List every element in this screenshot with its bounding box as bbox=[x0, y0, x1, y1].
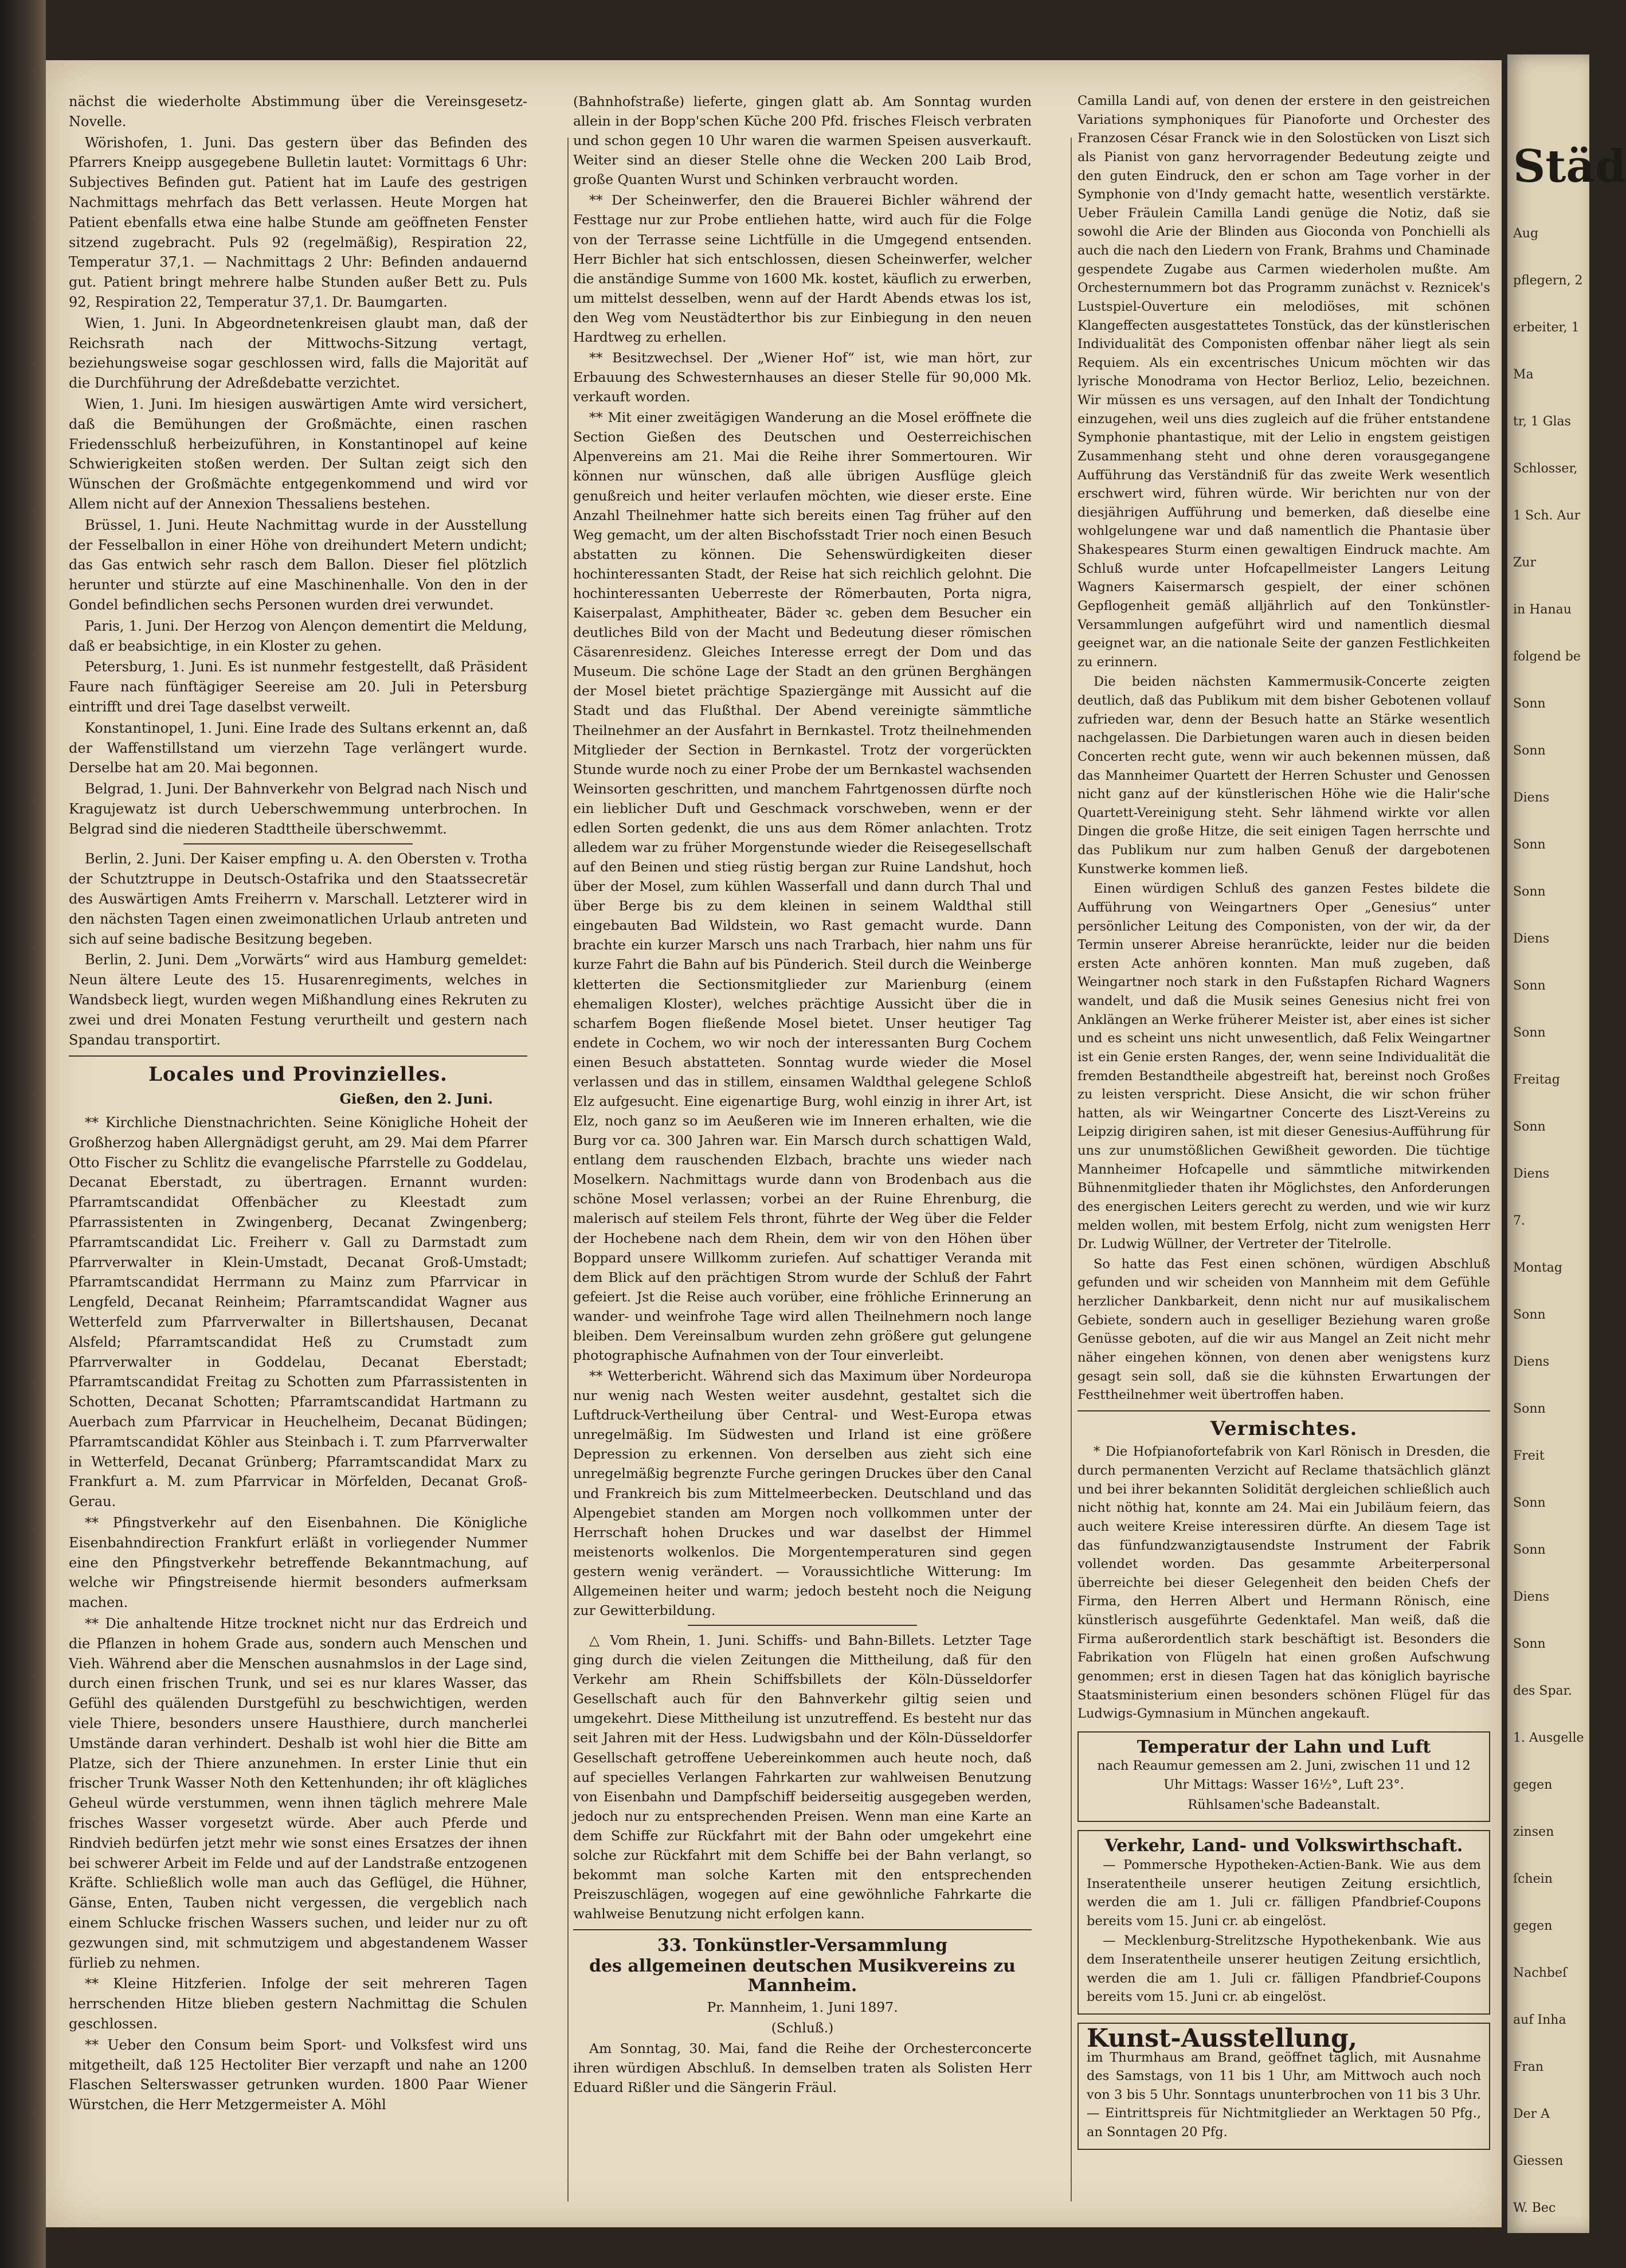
temperature-title: Temperatur der Lahn und Luft bbox=[1137, 1737, 1431, 1757]
article-paragraph: Belgrad, 1. Juni. Der Bahnverkehr von Belgrad nach Nisch und Kragujewatz ist durch Ueberschwemmung unterbrochen. In Belgrad sind die niederen Stadttheile überschwemmt. bbox=[69, 781, 527, 837]
adjacent-page-fragment: gegen bbox=[1513, 1919, 1553, 1933]
adjacent-page-fragment: Fran bbox=[1513, 2060, 1544, 2074]
adjacent-page-fragment: Giessen bbox=[1513, 2154, 1564, 2168]
adjacent-page-fragment: erbeiter, 1 bbox=[1513, 320, 1580, 335]
book-binding bbox=[0, 0, 46, 2268]
adjacent-page-fragment: gegen bbox=[1513, 1778, 1553, 1792]
column-3 bbox=[1078, 92, 1490, 2158]
adjacent-page-fragment: Sonn bbox=[1513, 1543, 1546, 1557]
article-paragraph: Konstantinopel, 1. Juni. Eine Irade des Sultans erkennt an, daß der Waffenstillstand um vierzehn Tage verlängert wurde. Derselbe hat am 20. Mai begonnen. bbox=[69, 719, 527, 776]
adjacent-page-fragment: 7. bbox=[1513, 1214, 1525, 1228]
article-paragraph: — Mecklenburg-Strelitzsche Hypothekenbank. Wie aus dem Inseratentheile unserer heutigen Zeitung ersichtlich, werden die am 1. Juli cr. fälligen Pfandbrief-Coupons bereits vom 15. Juni cr. ab eingelöst. bbox=[1087, 1933, 1481, 2005]
continuation-note: (Schluß.) bbox=[771, 2019, 834, 2036]
adjacent-page-fragment: folgend be bbox=[1513, 650, 1581, 664]
article-paragraph: Berlin, 2. Juni. Dem „Vorwärts“ wird aus Hamburg gemeldet: Neun ältere Leute des 15. Husarenregiments, welches in Wandsbeck liegt, wurden wegen Mißhandlung eines Rekruten zu zwei und drei Monaten Festung verurtheilt und gestern nach Spandau transportirt. bbox=[69, 952, 527, 1048]
adjacent-page-fragment: Sonn bbox=[1513, 1402, 1546, 1416]
adjacent-page-fragment: Montag bbox=[1513, 1261, 1562, 1275]
adjacent-page-fragment: Sonn bbox=[1513, 838, 1546, 852]
adjacent-page-fragment: Freit bbox=[1513, 1449, 1545, 1463]
article-paragraph: ** Kirchliche Dienstnachrichten. Seine Königliche Hoheit der Großherzog haben Allergnädigst geruht, am 29. Mai dem Pfarrer Otto Fischer zu Schlitz die evangelische Pfarrstelle zu Goddelau, Decanat Eberstadt, zu übertragen. Ernannt wurden: Pfarramtscandidat Offenbächer zu Kleestadt zum Pfarrassistenten in Zwingenberg, Decanat Zwingenberg; Pfarramtscandidat Lic. Freiherr v. Gall zu Darmstadt zum Pfarrverwalter in Klein-Umstadt, Decanat Groß-Umstadt; Pfarramtscandidat Herrmann zu Mainz zum Pfarrvicar in Lengfeld, Decanat Reinheim; Pfarramtscandidat Wagner aus Wetterfeld zum Pfarrverwalter in Billertshausen, Decanat Alsfeld; Pfarramtscandidat Heß zu Crumstadt zum Pfarrverwalter in Goddelau, Decanat Eberstadt; Pfarramtscandidat Freitag zu Schotten zum Pfarrassistenten in Schotten, Decanat Schotten; Pfarramtscandidat Hartmann zu Auerbach zum Pfarrvicar in Heuchelheim, Decanat Büdingen; Pfarramtscandidat Köhler aus Steinbach i. T. zum Pfarrverwalter in Wetterfeld, Decanat Grünberg; Pfarramtscandidat Marx zu Frankfurt a. M. zum Pfarrvicar in Mörfelden, Decanat Groß-Gerau. bbox=[69, 1115, 527, 1510]
article-paragraph: nächst die wiederholte Abstimmung über die Vereinsgesetz-Novelle. bbox=[69, 93, 527, 130]
adjacent-page-fragment: Diens bbox=[1513, 1167, 1550, 1181]
column-divider bbox=[1071, 138, 1072, 2201]
economy-title: Verkehr, Land- und Volkswirthschaft. bbox=[1104, 1836, 1463, 1856]
adjacent-page-fragment: Sonn bbox=[1513, 1120, 1546, 1134]
adjacent-page-fragment: Diens bbox=[1513, 932, 1550, 946]
article-paragraph: — Pommersche Hypotheken-Actien-Bank. Wie aus dem Inseratentheile unserer heutigen Zeitung ersichtlich, werden die am 1. Juli cr. fälligen Pfandbrief-Coupons bereits vom 15. Juni cr. ab eingelöst. bbox=[1087, 1857, 1481, 1929]
temperature-source: Rühlsamen'sche Badeanstalt. bbox=[1188, 1797, 1380, 1812]
article-paragraph: So hatte das Fest einen schönen, würdigen Abschluß gefunden und wir scheiden von Mannheim mit dem Gefühle herzlicher Dankbarkeit, denn nicht nur auf musikalischem Gebiete, sondern auch in geselliger Beziehung waren große Genüsse geboten, auf die wir aus Mangel an Zeit nicht mehr näher eingehen können, von denen aber wenigstens kurz gesagt sein soll, daß sie die kühnsten Erwartungen der Festtheilnehmer weit übertroffen haben. bbox=[1078, 1256, 1490, 1403]
art-exhibition-title: Kunst-Ausstellung, bbox=[1087, 2023, 1358, 2053]
article-paragraph: Petersburg, 1. Juni. Es ist nunmehr festgestellt, daß Präsident Faure nach fünftägiger Seereise am 20. Juli in Petersburg eintrifft und drei Tage daselbst verweilt. bbox=[69, 659, 527, 715]
article-paragraph: ** Kleine Hitzferien. Infolge der seit mehreren Tagen herrschenden Hitze blieben gestern Nachmittag die Schulen geschlossen. bbox=[69, 1976, 527, 2032]
adjacent-page-fragment: des Spar. bbox=[1513, 1684, 1572, 1698]
section-heading: Vermischtes. bbox=[1210, 1417, 1358, 1440]
adjacent-page-fragment: zinsen bbox=[1513, 1825, 1554, 1839]
article-paragraph: Einen würdigen Schluß des ganzen Festes bildete die Aufführung von Weingartners Oper „Genesius“ unter persönlicher Leitung des Componisten, von der wir, da der Termin unserer Abreise heranrückte, leider nur die beiden ersten Acte anhören konnten. Man muß zugeben, daß Weingartner noch stark in den Fußstapfen Richard Wagners wandelt, und daß die Musik seines Genesius nicht frei von Anklängen an Werke früherer Meister ist, aber eines ist sicher und es scheint uns nicht unwesentlich, daß Felix Weingartner ist ein Genie ersten Ranges, der, wenn seine Individualität die fremden Bestandtheile abgestreift hat, bereinst noch Großes zu leisten verspricht. Diese Ansicht, die wir schon früher hatten, als wir Weingartner Concerte des Liszt-Vereins zu Leipzig dirigiren sahen, ist mit dieser Genesius-Aufführung für uns zur unumstößlichen Gewißheit geworden. Die tüchtige Mannheimer Hofcapelle und sämmtliche mitwirkenden Bühnenmitglieder thaten ihr Möglichstes, den Anforderungen des energischen Leiters gerecht zu werden, und wie wir kurz melden wollen, mit bestem Erfolg, nicht zum wenigsten Herr Dr. Ludwig Wüllner, der Vertreter der Titelrolle. bbox=[1078, 881, 1490, 1252]
adjacent-page-fragment: Sonn bbox=[1513, 1637, 1546, 1651]
article-paragraph: Am Sonntag, 30. Mai, fand die Reihe der Orchesterconcerte ihren würdigen Abschluß. In demselben traten als Solisten Herr Eduard Rißler und die Sängerin Fräul. bbox=[573, 2040, 1032, 2095]
article-paragraph: Wörishofen, 1. Juni. Das gestern über das Befinden des Pfarrers Kneipp ausgegebene Bulletin lautet: Vormittags 6 Uhr: Subjectives Befinden gut. Patient hat im Laufe des gestrigen Nachmittags mehrfach das Bett verlassen. Heute Morgen hat Patient ebenfalls etwa eine halbe Stunde am geöffneten Fenster sitzend zugebracht. Puls 92 (regelmäßig), Respiration 22, Temperatur 37,1. — Nachmittags 2 Uhr: Befinden andauernd gut. Patient bringt mehrere halbe Stunden außer Bett zu. Puls 92, Respiration 22, Temperatur 37,1. Dr. Baumgarten. bbox=[69, 134, 527, 310]
adjacent-page-fragment: Sonn bbox=[1513, 885, 1546, 899]
article-paragraph: ** Ueber den Consum beim Sport- und Volksfest wird uns mitgetheilt, daß 125 Hectoliter Bier verzapft und nahe an 1200 Flaschen Selterswasser getrunken wurden. 1800 Paar Wiener Würstchen, die Herr Metzgermeister A. Möhl bbox=[69, 2036, 527, 2113]
adjacent-page-fragment: W. Bec bbox=[1513, 2201, 1556, 2215]
adjacent-page-fragment: ſchein bbox=[1513, 1872, 1553, 1886]
adjacent-page-fragment: Freitag bbox=[1513, 1073, 1560, 1087]
art-exhibition-text: im Thurmhaus am Brand, geöffnet täglich, mit Ausnahme des Samstags, von 11 bis 1 Uhr, am Mittwoch auch noch von 3 bis 5 Uhr. Sonntags ununterbrochen von 11 bis 3 Uhr. — Eintrittspreis für Nichtmitglieder an Werktagen 50 Pfg., an Sonntagen 20 Pfg. bbox=[1087, 2050, 1481, 2140]
article-paragraph: Brüssel, 1. Juni. Heute Nachmittag wurde in der Ausstellung der Fesselballon in einer Höhe von dreihundert Metern undicht; das Gas entwich sehr rasch dem Ballon. Dieser fiel plötzlich herunter und stürzte auf eine Maschinenhalle. Von den in der Gondel befindlichen sechs Personen wurden drei verwundet. bbox=[69, 517, 527, 613]
adjacent-page-fragment: Diens bbox=[1513, 1355, 1550, 1369]
adjacent-page-fragment: auf Inha bbox=[1513, 2013, 1566, 2027]
column-divider bbox=[567, 138, 569, 2201]
article-paragraph: Camilla Landi auf, von denen der erstere in den geistreichen Variations symphoniques für Pianoforte und Orchester des Franzosen César Franck wie in den Solostücken von Liszt sich als Pianist von ganz hervorragender Bedeutung zeigte und den guten Eindruck, den er schon am Tage vorher in der Symphonie von d'Indy gemacht hatte, wesentlich verstärkte. Ueber Fräulein Camilla Landi genüge die Notiz, daß sie sowohl die Arie der Blinden aus Gioconda von Ponchielli als auch die nach den Liedern von Frank, Brahms und Chaminade gespendete Zugabe aus Carmen wiederholen mußte. Am Orchesternummern bot das Programm zunächst v. Reznicek's Lustspiel-Ouverture ein melodiöses, mit schönen Klangeffecten ausgestattetes Tonstück, das der künstlerischen Individualität des Componisten offenbar näher liegt als sein Requiem. Als ein excentrisches Unicum möchten wir das lyrische Monodrama von Hector Berlioz, Lelio, bezeichnen. Wir müssen es uns versagen, auf den Inhalt der Tondichtung einzugehen, weil uns dies zugleich auf die früher entstandene Symphonie phantastique, mit der Lelio in engstem geistigen Zusammenhang steht und ohne deren vorausgegangene Aufführung das Verständniß für das zweite Werk wesentlich erschwert wird, führen würde. Wir berichten nur von der diesjährigen Aufführung und bemerken, daß dieselbe eine wohlgelungene war und daß namentlich die Phantasie über Shakespeares Sturm einen gewaltigen Eindruck machte. Am Schluß wurde unter Hofcapellmeister Langers Leitung Wagners Kaisermarsch gespielt, der einer schönen Gepflogenheit gemäß alljährlich auf den Tonkünstler-Versammlungen aufgeführt wird und namentlich diesmal geeignet war, an die nationale Seite der ganzen Festlichkeiten zu erinnern. bbox=[1078, 93, 1490, 670]
article-paragraph: ** Mit einer zweitägigen Wanderung an die Mosel eröffnete die Section Gießen des Deutschen und Oesterreichischen Alpenvereins am 21. Mai die Reihe ihrer Sommertouren. Wir können nur wünschen, daß alle übrigen Ausflüge gleich genußreich und heiter verlaufen möchten, wie dieser erste. Eine Anzahl Theilnehmer hatte sich bereits einen Tag früher auf den Weg gemacht, um der alten Bischofsstadt Trier noch einen Besuch abstatten zu können. Die Sehenswürdigkeiten dieser hochinteressanten Stadt, der Reise hat sich reichlich gelohnt. Die hochinteressanten Ueberreste der Römerbauten, Porta nigra, Kaiserpalast, Amphitheater, Bäder ꝛc. geben dem Besucher ein deutliches Bild von der Macht und Bedeutung dieser römischen Cäsarenresidenz. Gleiches Interesse erregt der Dom und das Museum. Die schöne Lage der Stadt an den grünen Berghängen der Mosel bietet prächtige Spaziergänge mit Aussicht auf die Stadt und das Flußthal. Der Abend vereinigte sämmtliche Theilnehmer an der Ausfahrt in Bernkastel. Trotz theilnehmenden Mitglieder der Section in Bernkastel. Trotz der vorgerückten Stunde wurde noch zu einer Probe der um Bernkastel wachsenden Weinsorten geschritten, und manchem Fahrtgenossen dürfte noch ein lieblicher Duft und Geschmack vorschweben, wenn er der edlen Sorten gedenkt, die uns aus dem Römer anlachten. Trotz alledem war zu früher Morgenstunde wieder die Reisegesellschaft auf den Beinen und stieg rüstig bergan zur Ruine Landshut, hoch über der Mosel, zum kühlen Wasserfall und dann durch Thal und über Berge bis zu dem kleinen in seinem Waldthal still eingebauten Bad Wildstein, wo Rast gemacht wurde. Dann brachte ein kurzer Marsch uns nach Trarbach, hier nahm uns für kurze Fahrt die Bahn auf bis Pünderich. Steil durch die Weinberge kletterten die Sectionsmitglieder zur Marienburg (einem ehemaligen Kloster), welches prächtige Aussicht über die in scharfem Bogen fließende Mosel bietet. Unser heutiger Tag endete in Cochem, wo wir noch der interessanten Burg Cochem einen Besuch abstatteten. Sonntag wurde wieder die Mosel verlassen und das in stillem, einsamen Waldthal gelegene Schloß Elz aufgesucht. Eine eigenartige Burg, wohl einzig in ihrer Art, ist Elz, noch ganz so im Aeußeren wie im Inneren erhalten, wie die Burg vor ca. 300 Jahren war. Ein Marsch durch schattigen Wald, entlang dem rauschenden Elzbach, brachte uns wieder nach Moselkern. Nachmittags wurde dann von Brodenbach aus die schöne Mosel verlassen; vorbei an der Ruine Ehrenburg, die malerisch auf steilem Fels thront, führte der Weg über die Felder der Hochebene nach dem Rhein, dem wir von den Höhen über Boppard unsere Willkomm zuriefen. Auf schattiger Veranda mit dem Blick auf den prächtigen Strom wurde der Schluß der Fahrt gefeiert. Jst die Reise auch vorüber, eine fröhliche Erinnerung an wander- und weinfrohe Tage wird allen Theilnehmern noch lange bleiben. Dem Vereinsalbum wurden zehn größere gut gelungene photographische Aufnahmen von der Tour einverleibt. bbox=[573, 409, 1032, 1363]
adjacent-page-fragment: Sonn bbox=[1513, 697, 1546, 711]
adjacent-page-fragment: pflegern, 2 bbox=[1513, 273, 1583, 288]
temperature-box bbox=[1078, 1731, 1490, 1823]
economy-box bbox=[1078, 1830, 1490, 2015]
article-paragraph: ** Die anhaltende Hitze trocknet nicht nur das Erdreich und die Pflanzen in hohem Grade aus, sondern auch Menschen und Vieh. Während aber die Menschen ausnahmslos in der Lage sind, durch einen frischen Trunk, und sei es nur klares Wasser, das Gefühl des quälenden Durstgefühl zu beschwichtigen, werden viele Thiere, besonders unsere Hausthiere, durch mancherlei Umstände daran verhindert. Deshalb ist wohl hier die Bitte am Platze, sich der Thiere anzunehmen. In erster Linie thut ein frischer Trunk Wasser Noth den Kettenhunden; ihr oft klägliches Geheul würde verstummen, wenn ihnen täglich mehrere Male frisches Wasser vorgesetzt würde. Aber auch Pferde und Rindvieh bedürfen jetzt mehr wie sonst eines Ersatzes der ihnen bei schwerer Arbeit im Felde und auf der Landstraße entzogenen Kräfte. Schließlich wolle man auch das Geflügel, die Hühner, Gänse, Enten, Tauben nicht vergessen, die vergeblich nach einem Schlucke frischen Wassers suchen, und leider nur zu oft gezwungen sind, mit schmutzigem und abgestandenem Wasser fürlieb zu nehmen. bbox=[69, 1615, 527, 1971]
festival-number: 33. Tonkünstler-Versammlung bbox=[657, 1935, 948, 1956]
article-paragraph: Die beiden nächsten Kammermusik-Concerte zeigten deutlich, daß das Publikum mit dem bisher Gebotenen vollauf zufrieden war, denn der Besuch hatte an Stärke wesentlich nachgelassen. Die Darbietungen waren auch in diesen beiden Concerten recht gute, wenn wir auch bekennen müssen, daß das Mannheimer Quartett der Herren Schuster und Genossen nicht ganz auf der künstlerischen Höhe wie die Halir'sche Quartett-Vereinigung steht. Sehr lähmend wirkte vor allen Dingen die große Hitze, die seit einigen Tagen herrschte und das Publikum nur zum halben Genuß der dargebotenen Kunstwerke kommen ließ. bbox=[1078, 674, 1490, 877]
divider bbox=[1078, 1410, 1490, 1411]
adjacent-page-fragment: Sonn bbox=[1513, 744, 1546, 758]
adjacent-page-fragment: in Hanau bbox=[1513, 603, 1572, 617]
article-paragraph: ** Der Scheinwerfer, den die Brauerei Bichler während der Festtage nur zur Probe entliehen hatte, wird auch für die Folge von der Terrasse seine Lichtfülle in die Umgegend entsenden. Herr Bichler hat sich entschlossen, diesen Scheinwerfer, welcher die anständige Summe von 1600 Mk. kostet, käuflich zu erwerben, um mittelst desselben, wenn auf der Hardt Abends etwas los ist, den Weg vom Neustädterthor bis zur Einbiegung in den neuen Hardtweg zu erhellen. bbox=[573, 192, 1032, 345]
dateline: Gießen, den 2. Juni. bbox=[339, 1090, 493, 1108]
article-paragraph: ** Besitzwechsel. Der „Wiener Hof“ ist, wie man hört, zur Erbauung des Schwesternhauses an dieser Stelle für 90,000 Mk. verkauft worden. bbox=[573, 350, 1032, 405]
adjacent-page-fragment: Nachbeſ bbox=[1513, 1966, 1568, 1980]
temperature-reading: nach Reaumur gemessen am 2. Juni, zwischen 11 und 12 Uhr Mittags: Wasser 16½°, Luft 23°. bbox=[1097, 1758, 1471, 1792]
article-paragraph: ** Wetterbericht. Während sich das Maximum über Nordeuropa nur wenig nach Westen weiter ausdehnt, gestaltet sich die Luftdruck-Vertheilung über Central- und West-Europa etwas unregelmäßig. Im Südwesten und Irland ist eine größere Depression zu erkennen. Von derselben aus zieht sich eine unregelmäßig begrenzte Furche geringen Druckes über den Canal und Frankreich bis zum Mittelmeerbecken. Deutschland und das Alpengebiet standen am Morgen noch vollkommen unter der Herrschaft hohen Druckes und war daselbst der Himmel meistenorts wolkenlos. Die Morgentemperaturen sind gegen gestern wenig verändert. — Voraussichtliche Witterung: Im Allgemeinen heiter und warm; jedoch besteht noch die Neigung zur Gewitterbildung. bbox=[573, 1368, 1032, 1619]
festival-title: des allgemeinen deutschen Musikvereins zu Mannheim. bbox=[589, 1956, 1016, 1996]
article-paragraph: △ Vom Rhein, 1. Juni. Schiffs- und Bahn-Billets. Letzter Tage ging durch die vielen Zeitungen die Mittheilung, daß für den Verkehr am Rhein Schiffsbillets der Köln-Düsseldorfer Gesellschaft auch für den Bahnverkehr giltig seien und umgekehrt. Diese Mittheilung ist unzutreffend. Es besteht nur das seit Jahren mit der Hess. Ludwigsbahn und der Köln-Düsseldorfer Gesellschaft getroffene Uebereinkommen auch heute noch, daß auf specielles Verlangen Fahrkarten zur wahlweisen Benutzung von Eisenbahn und Dampfschiff beiderseitig ausgegeben werden, jedoch nur zu entsprechenden Preisen. Wenn man eine Karte an dem Schiffe zur Rückfahrt mit der Bahn oder umgekehrt eine solche zur Rückfahrt mit dem Schiffe bei der Bahn verlangt, so bekommt man solche Karten mit den entsprechenden Preiszuschlägen, wogegen auf eine gewöhnliche Fahrkarte die wahlweise Benutzung nicht erfolgen kann. bbox=[573, 1632, 1032, 1922]
article-paragraph: Paris, 1. Juni. Der Herzog von Alençon dementirt die Meldung, daß er beabsichtige, in ein Kloster zu gehen. bbox=[69, 617, 527, 654]
article-paragraph: Wien, 1. Juni. Im hiesigen auswärtigen Amte wird versichert, daß die Bemühungen der Großmächte, einen raschen Friedensschluß herbeizuführen, in Konstantinopel auf keine Schwierigkeiten stoßen werden. Der Sultan zeigt sich den Wünschen der Großmächte entgegenkommend und wird vor Allem nicht auf der Annexion Thessaliens bestehen. bbox=[69, 396, 527, 512]
adjacent-page-fragment: Sonn bbox=[1513, 1496, 1546, 1510]
adjacent-page-fragment: Diens bbox=[1513, 1590, 1550, 1604]
column-2 bbox=[573, 92, 1032, 2098]
adjacent-page-fragment: Der A bbox=[1513, 2107, 1550, 2121]
adjacent-page-fragment: Zur bbox=[1513, 556, 1536, 570]
adjacent-page-fragment: Aug bbox=[1513, 226, 1539, 241]
adjacent-page-fragment: Sonn bbox=[1513, 979, 1546, 993]
adjacent-page-fragment: Ma bbox=[1513, 367, 1534, 382]
section-heading: Locales und Provinzielles. bbox=[148, 1063, 448, 1086]
adjacent-page-fragment: Sonn bbox=[1513, 1026, 1546, 1040]
adjacent-page-fragment: Diens bbox=[1513, 791, 1550, 805]
adjacent-page-fragment: 1 Sch. Aur bbox=[1513, 509, 1581, 523]
article-paragraph: (Bahnhofstraße) lieferte, gingen glatt ab. Am Sonntag wurden allein in der Bopp'schen Küche 200 Pfd. frisches Fleisch verbraten und schon gegen 10 Uhr waren die warmen Speisen ausverkauft. Weiter sind an dieser Stelle ohne die Wecken 200 Laib Brod, große Quanten Wurst und Schinken verbraucht worden. bbox=[573, 93, 1032, 188]
divider bbox=[573, 1929, 1032, 1930]
column-1 bbox=[69, 92, 527, 2116]
adjacent-page-edge bbox=[1507, 54, 1626, 2233]
article-paragraph: * Die Hofpianofortefabrik von Karl Rönisch in Dresden, die durch permanenten Verzicht auf Reclame thatsächlich glänzt und bei ihrer bekannten Solidität dergleichen schließlich auch nicht nöthig hat, konnte am 24. Mai ein Jubiläum feiern, das auch weitere Kreise interessiren dürfte. An diesem Tage ist das fünfundzwanzigtausendste Instrument der Fabrik vollendet worden. Das gesammte Arbeiterpersonal überreichte bei dieser Gelegenheit den beiden Chefs der Firma, den Herren Albert und Hermann Rönisch, eine künstlerisch ausgeführte Gedenktafel. Man weiß, daß die Firma außerordentlich stark beschäftigt ist. Besonders die Fabrikation von Flügeln hat einen großen Aufschwung genommen; erst in diesen Tagen hat das königlich bayrische Staatsministerium einen besonders schönen Flügel für das Ludwigs-Gymnasium in München angekauft. bbox=[1078, 1444, 1490, 1722]
adjacent-page-heading: Städ bbox=[1513, 140, 1626, 193]
divider bbox=[688, 1625, 917, 1626]
art-exhibition-box bbox=[1078, 2023, 1490, 2150]
adjacent-page-fragment: 1. Ausgelle bbox=[1513, 1731, 1584, 1745]
article-paragraph: Berlin, 2. Juni. Der Kaiser empfing u. A. den Obersten v. Trotha der Schutztruppe in Deutsch-Ostafrika und den Staatssecretär des Auswärtigen Amts Freiherrn v. Marschall. Letzterer wird in den nächsten Tagen einen zweimonatlichen Urlaub antreten und sich auf seine badische Besitzung begeben. bbox=[69, 851, 527, 947]
divider bbox=[183, 843, 413, 844]
article-paragraph: Wien, 1. Juni. In Abgeordnetenkreisen glaubt man, daß der Reichsrath nach der Mittwochs-Sitzung vertagt, beziehungsweise sogar geschlossen wird, falls die Majorität auf die Durchführung der Adreßdebatte verzichtet. bbox=[69, 315, 527, 392]
article-paragraph: ** Pfingstverkehr auf den Eisenbahnen. Die Königliche Eisenbahndirection Frankfurt erläßt in vorliegender Nummer eine den Pfingstverkehr betreffende Bekanntmachung, auf welche wir Pfingstreisende hiermit besonders aufmerksam machen. bbox=[69, 1514, 527, 1611]
adjacent-page-fragment: Schlosser, bbox=[1513, 462, 1578, 476]
adjacent-page-fragment: Sonn bbox=[1513, 1308, 1546, 1322]
divider bbox=[69, 1055, 527, 1057]
festival-dateline: Pr. Mannheim, 1. Juni 1897. bbox=[707, 1999, 898, 2015]
adjacent-page-fragment: tr, 1 Glas bbox=[1513, 415, 1571, 429]
